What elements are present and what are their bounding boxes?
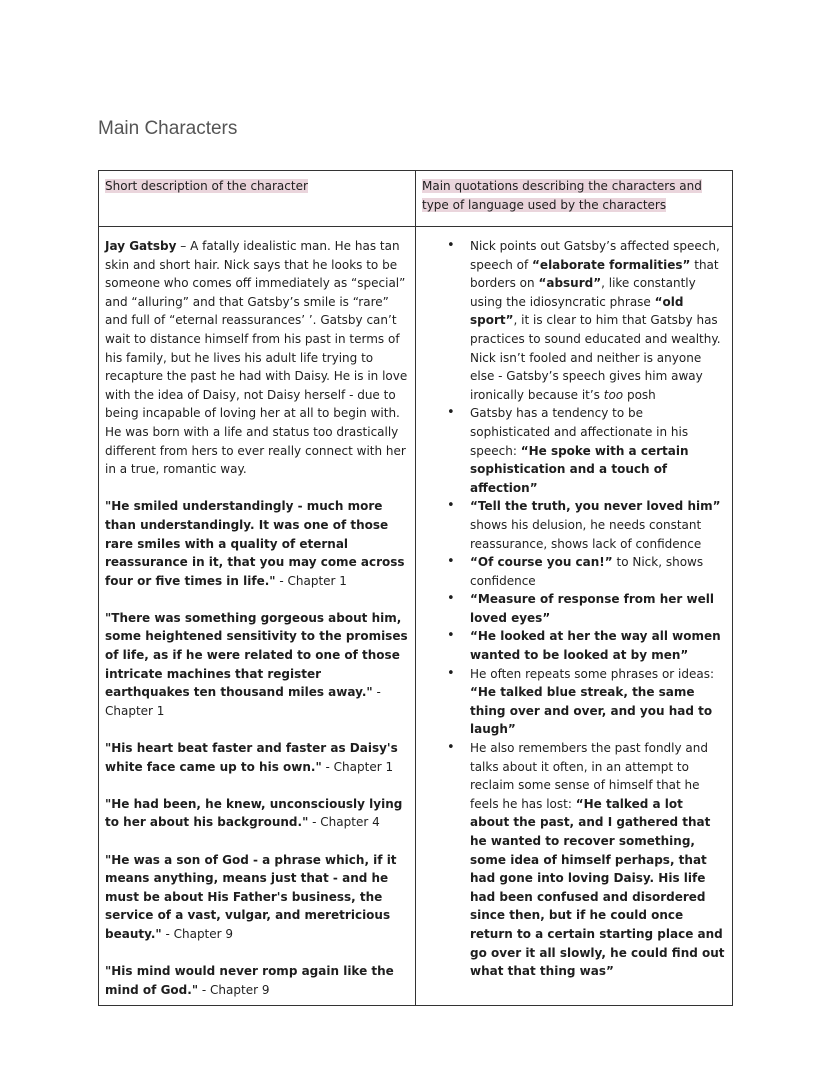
quote-source: - Chapter 1	[275, 573, 347, 588]
description-cell	[99, 227, 416, 1006]
point-quote: “Tell the truth, you never loved him”	[470, 499, 721, 514]
quote-text: "His mind would never romp again like the mind of God."	[105, 964, 394, 997]
quote-text: "There was something gorgeous about him, some heightened sensitivity to the promises of life, as if he were related to one of those intricate machines that register earthquakes ten thousand miles away."	[105, 610, 408, 700]
point-quote: “He talked a lot about the past, and I gathered that he wanted to recover something, some idea of himself perhaps, that had gone into loving Daisy. His life had been confused and disordered since then, but if he could once return to a certain starting place and go over it all slowly, he could find out what that thing was”	[470, 796, 725, 979]
characters-table	[98, 170, 733, 1006]
header-quotations-label: Main quotations describing the characters and type of language used by the characters	[422, 179, 702, 212]
header-cell-quotations	[416, 171, 733, 227]
quote-text: "His heart beat faster and faster as Daisy's white face came up to his own."	[105, 741, 398, 774]
header-cell-description	[99, 171, 416, 227]
point-text: shows his delusion, he needs constant reassurance, shows lack of confidence	[470, 517, 702, 551]
list-item	[470, 237, 726, 404]
point-quote: “He spoke with a certain sophistication and a touch of affection”	[470, 443, 689, 495]
point-text: , it is clear to him that Gatsby has practices to sound educated and wealthy. Nick isn’t fooled and neither is anyone else - Gatsby’s speech gives him away ironically because it’s	[470, 313, 721, 402]
character-name: Jay Gatsby	[105, 239, 177, 253]
list-item	[470, 627, 726, 664]
point-text: , like constantly using the idiosyncratic phrase	[470, 276, 696, 309]
quote-source: - Chapter 4	[308, 815, 380, 830]
list-item	[470, 404, 726, 497]
quote-text: "He was a son of God - a phrase which, if it means anything, means just that - and he must be about His Father's business, the service of a vast, vulgar, and meretricious beauty."	[105, 852, 397, 941]
character-description	[105, 237, 409, 479]
point-text: to Nick, shows confidence	[470, 555, 704, 588]
header-description-label: Short description of the character	[105, 179, 308, 193]
list-item	[470, 665, 726, 739]
quote-block	[105, 851, 409, 944]
quote-block	[105, 962, 409, 999]
list-item	[470, 497, 726, 553]
point-text: posh	[623, 387, 656, 402]
list-item	[470, 739, 726, 981]
quote-block	[105, 739, 409, 776]
description-text: – A fatally idealistic man. He has tan skin and short hair. Nick says that he looks to be someone who comes off immediately as “special” and “alluring” and that Gatsby’s smile is “rare” and full of “eternal reassurances’ ’. Gatsby can’t wait to distance himself from his past in terms of his family, but he lives his adult life trying to recapture the past he had with Daisy. He is in love with the idea of Daisy, not Daisy herself - due to being incapable of loving her at all to begin with. He was born with a life and status too drastically different from hers to ever really connect with her in a true, romantic way.	[105, 239, 408, 477]
point-quote: “Measure of response from her well loved eyes”	[470, 592, 714, 625]
point-text: He often repeats some phrases or ideas:	[470, 666, 715, 681]
quotation-list	[422, 237, 726, 981]
quote-block	[105, 609, 409, 721]
point-quote: “absurd”	[538, 276, 602, 291]
quote-source: - Chapter 9	[161, 926, 234, 941]
quote-block	[105, 795, 409, 832]
list-item	[470, 590, 726, 627]
quote-text: "He had been, he knew, unconsciously lying to her about his background."	[105, 796, 403, 830]
table-row	[99, 227, 733, 1006]
list-item	[470, 553, 726, 590]
table-header-row	[99, 171, 733, 227]
page-title: Main Characters	[98, 118, 238, 139]
point-quote: “old sport”	[470, 294, 684, 328]
point-text: Gatsby has a tendency to be sophisticated and affectionate in his speech:	[470, 406, 689, 458]
quote-source: - Chapter 9	[198, 982, 270, 997]
point-quote: “He looked at her the way all women wanted to be looked at by men”	[470, 629, 721, 663]
point-quote: “Of course you can!”	[470, 555, 613, 570]
point-text: Nick points out Gatsby’s affected speech, speech of	[470, 239, 720, 272]
quote-source: - Chapter 1	[321, 759, 394, 774]
point-text: He also remembers the past fondly and talks about it often, in an attempt to reclaim some sense of himself that he feels he has lost:	[470, 741, 708, 811]
point-emphasis: too	[603, 387, 624, 402]
quote-source: - Chapter 1	[105, 685, 381, 718]
point-quote: “elaborate formalities”	[532, 257, 691, 272]
quote-text: "He smiled understandingly - much more than understandingly. It was one of those rare smiles with a quality of eternal reassurance in it, that you may come across four or five times in life."	[105, 499, 405, 588]
quotations-cell	[416, 227, 733, 1006]
point-text: that borders on	[470, 257, 719, 291]
quote-block	[105, 497, 409, 590]
point-quote: “He talked blue streak, the same thing over and over, and you had to laugh”	[470, 685, 713, 737]
